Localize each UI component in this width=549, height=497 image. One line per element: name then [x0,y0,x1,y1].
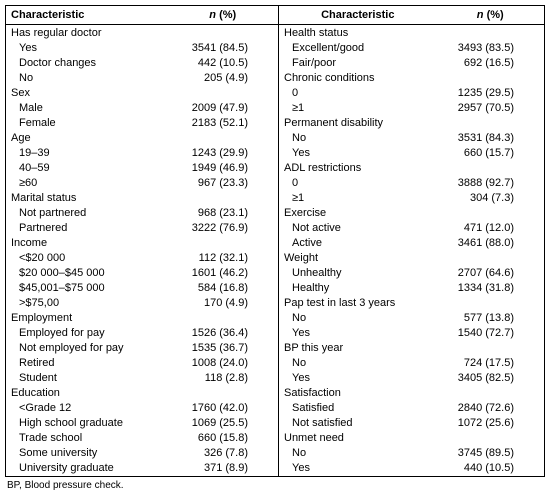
left-row-value [163,311,279,326]
left-row-value [163,131,279,146]
left-row-value: 1601 (46.2) [163,266,279,281]
table-row [6,101,545,116]
table-row [6,356,545,371]
right-row-value: 2840 (72.6) [457,402,514,414]
left-row-value: 967 (23.3) [163,176,279,191]
left-row-value: 371 (8.9) [163,461,279,477]
right-row-value: 2957 (70.5) [457,102,514,114]
right-row-value [432,116,545,131]
left-row-value: 326 (7.8) [163,446,279,461]
left-row-label: 40–59 [19,162,50,174]
header-n-italic: n [476,9,484,21]
right-row-value: 3405 (82.5) [457,372,514,384]
table-row [6,236,545,251]
left-row-label: Retired [19,357,55,369]
right-category-heading: Unmet need [284,432,344,444]
left-row-value: 2183 (52.1) [163,116,279,131]
left-row-label: Some university [19,447,98,459]
right-row-value [432,296,545,311]
right-row-value: 1540 (72.7) [457,327,514,339]
left-row-value: 112 (32.1) [163,251,279,266]
right-row-value [432,161,545,176]
left-category-heading: Sex [11,87,30,99]
right-row-value: 3493 (83.5) [457,42,514,54]
left-row-label: $20 000–$45 000 [19,267,105,279]
left-category-heading: Income [11,237,48,249]
left-row-label: Male [19,102,43,114]
left-row-value: 1069 (25.5) [163,416,279,431]
right-row-value [432,25,545,42]
right-row-label: Fair/poor [292,57,337,69]
right-row-value: 660 (15.7) [463,147,514,159]
right-row-value [432,341,545,356]
table-row [6,86,545,101]
header-characteristic-left: Characteristic [6,6,163,25]
table-row [6,176,545,191]
table-row [6,431,545,446]
left-row-value [163,386,279,401]
left-row-label: Trade school [19,432,83,444]
table-row [6,386,545,401]
left-category-heading: Has regular doctor [11,27,102,39]
header-row [6,6,545,25]
header-n-italic: n [209,9,217,21]
table-row [6,296,545,311]
table-row [6,401,545,416]
left-row-value: 1243 (29.9) [163,146,279,161]
left-row-value [163,191,279,206]
right-row-label: Active [292,237,322,249]
left-row-value: 3541 (84.5) [163,41,279,56]
table-row [6,416,545,431]
right-row-label: Yes [292,147,310,159]
left-row-label: Student [19,372,57,384]
left-row-value: 1949 (46.9) [163,161,279,176]
left-category-heading: Age [11,132,31,144]
left-row-label: Employed for pay [19,327,105,339]
left-row-value: 205 (4.9) [163,71,279,86]
right-row-label: 0 [292,87,299,99]
left-row-label: Doctor changes [19,57,97,69]
right-row-label: Healthy [292,282,330,294]
table-row [6,281,545,296]
footnote: BP, Blood pressure check. [7,480,124,491]
left-row-label: Not employed for pay [19,342,124,354]
right-row-label: No [292,312,307,324]
table-row [6,146,545,161]
right-row-label: No [292,447,307,459]
table-row [6,71,545,86]
left-row-value: 442 (10.5) [163,56,279,71]
left-row-label: ≥60 [19,177,38,189]
left-row-label: Partnered [19,222,68,234]
table-row [6,56,545,71]
table-row [6,191,545,206]
table-row [6,266,545,281]
table-row [6,311,545,326]
left-row-value: 3222 (76.9) [163,221,279,236]
left-category-heading: Employment [11,312,73,324]
right-row-label: 0 [292,177,299,189]
table-row [6,41,545,56]
header-n-pct-right [432,6,545,25]
header-pct: (%) [216,9,237,21]
left-row-value: 1535 (36.7) [163,341,279,356]
right-row-value: 2707 (64.6) [457,267,514,279]
table-row [6,446,545,461]
left-row-label: Female [19,117,56,129]
table-header [6,6,545,25]
left-row-label: No [19,72,34,84]
right-row-label: No [292,357,307,369]
right-row-value [432,386,545,401]
table-row [6,206,545,221]
left-row-value [163,236,279,251]
left-row-label: $45,001–$75 000 [19,282,105,294]
left-row-label: University graduate [19,462,114,474]
table-row [6,25,545,42]
right-category-heading: Chronic conditions [284,72,375,84]
right-row-value: 692 (16.5) [463,57,514,69]
left-row-label: Not partnered [19,207,87,219]
left-row-label: <$20 000 [19,252,66,264]
table-row [6,461,545,477]
header-pct: (%) [483,9,504,21]
right-row-value: 3745 (89.5) [457,447,514,459]
left-row-label: 19–39 [19,147,50,159]
right-category-heading: Exercise [284,207,327,219]
right-row-value [432,206,545,221]
left-row-value: 170 (4.9) [163,296,279,311]
right-row-label: Yes [292,327,310,339]
right-row-value: 577 (13.8) [463,312,514,324]
left-row-value: 968 (23.1) [163,206,279,221]
left-row-label: High school graduate [19,417,123,429]
right-row-value: 1072 (25.6) [457,417,514,429]
left-row-value [163,86,279,101]
left-row-value: 1526 (36.4) [163,326,279,341]
right-category-heading: Permanent disability [284,117,384,129]
table-row [6,326,545,341]
right-row-label: Satisfied [292,402,335,414]
right-row-value [432,251,545,266]
header-characteristic-right: Characteristic [279,6,432,25]
right-row-label: Excellent/good [292,42,365,54]
right-row-value: 724 (17.5) [463,357,514,369]
table-row [6,116,545,131]
table-row [6,221,545,236]
right-row-value: 1235 (29.5) [457,87,514,99]
left-row-value: 2009 (47.9) [163,101,279,116]
right-row-label: Not active [292,222,341,234]
right-row-value: 304 (7.3) [469,192,514,204]
right-row-label: ≥1 [292,102,305,114]
right-row-value: 440 (10.5) [463,462,514,474]
left-row-label: >$75,00 [19,297,60,309]
right-category-heading: Satisfaction [284,387,341,399]
table-row [6,341,545,356]
left-row-label: <Grade 12 [19,402,72,414]
right-row-value [432,71,545,86]
table-row [6,251,545,266]
right-category-heading: BP this year [284,342,344,354]
right-row-label: Yes [292,372,310,384]
table-body [6,25,545,477]
right-row-value: 3461 (88.0) [457,237,514,249]
left-row-value: 660 (15.8) [163,431,279,446]
left-row-value [163,25,279,42]
left-row-value: 1008 (24.0) [163,356,279,371]
right-category-heading: ADL restrictions [284,162,362,174]
left-row-label: Yes [19,42,37,54]
left-category-heading: Education [11,387,60,399]
characteristics-table [5,5,545,477]
right-category-heading: Weight [284,252,319,264]
left-row-value: 118 (2.8) [163,371,279,386]
table-row [6,131,545,146]
left-category-heading: Marital status [11,192,77,204]
right-row-label: No [292,132,307,144]
right-row-value: 3888 (92.7) [457,177,514,189]
right-row-value [432,431,545,446]
right-row-label: Not satisfied [292,417,353,429]
right-row-label: Yes [292,462,310,474]
right-row-value: 1334 (31.8) [457,282,514,294]
right-row-label: ≥1 [292,192,305,204]
left-row-value: 1760 (42.0) [163,401,279,416]
right-row-label: Unhealthy [292,267,342,279]
right-row-value: 471 (12.0) [463,222,514,234]
right-row-value: 3531 (84.3) [457,132,514,144]
right-category-heading: Health status [284,27,349,39]
left-row-value: 584 (16.8) [163,281,279,296]
right-category-heading: Pap test in last 3 years [284,297,396,309]
table-row [6,371,545,386]
header-n-pct-left [163,6,279,25]
table-row [6,161,545,176]
